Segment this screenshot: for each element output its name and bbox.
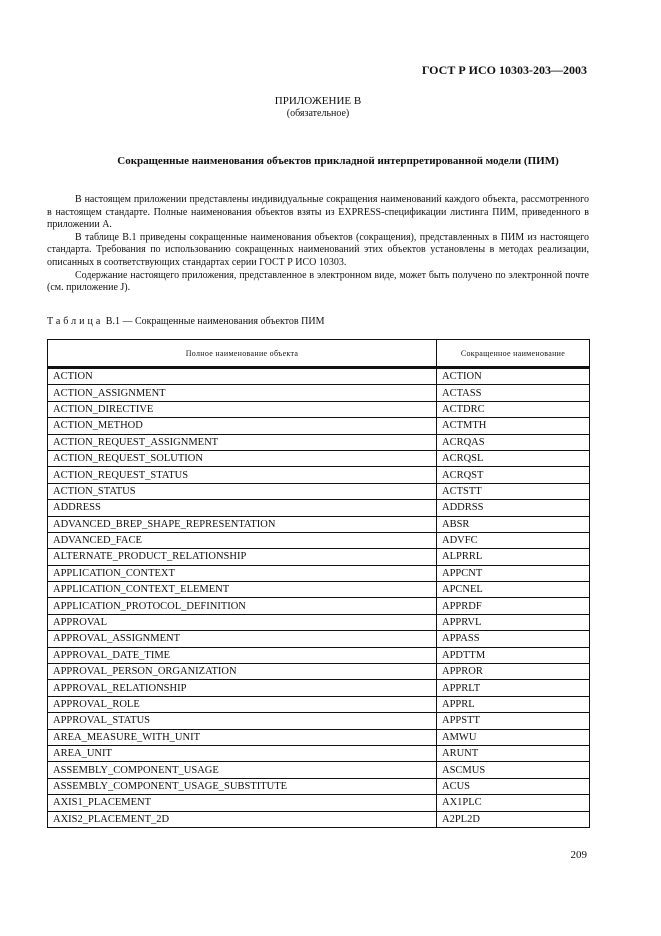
annex-title: Сокращенные наименования объектов прикладной интерпретированной модели (ПИМ) bbox=[117, 155, 559, 167]
full-name-cell: APPROVAL_ROLE bbox=[48, 696, 437, 712]
table-row bbox=[48, 401, 590, 417]
table-row bbox=[48, 614, 590, 630]
table-row bbox=[48, 418, 590, 434]
standard-header: ГОСТ Р ИСО 10303-203—2003 bbox=[421, 63, 587, 77]
full-name-cell: APPROVAL_RELATIONSHIP bbox=[48, 680, 437, 696]
table-row bbox=[48, 385, 590, 401]
table-row bbox=[48, 745, 590, 761]
full-name-cell: APPROVAL_PERSON_ORGANIZATION bbox=[48, 664, 437, 680]
table-caption bbox=[47, 316, 324, 327]
table-row bbox=[48, 565, 590, 581]
short-name-cell: ALPRRL bbox=[437, 549, 590, 565]
full-name-cell: ASSEMBLY_COMPONENT_USAGE bbox=[48, 762, 437, 778]
full-name-cell: AXIS2_PLACEMENT_2D bbox=[48, 811, 437, 827]
short-name-cell: A2PL2D bbox=[437, 811, 590, 827]
table-row bbox=[48, 795, 590, 811]
short-name-cell: APPCNT bbox=[437, 565, 590, 581]
column-header-short-name: Сокращенное наименование bbox=[437, 340, 590, 368]
table-row bbox=[48, 762, 590, 778]
table-row bbox=[48, 483, 590, 499]
short-name-cell: AMWU bbox=[437, 729, 590, 745]
full-name-cell: APPROVAL_DATE_TIME bbox=[48, 647, 437, 663]
table-row bbox=[48, 467, 590, 483]
short-name-cell: ACRQAS bbox=[437, 434, 590, 450]
caption-text: В.1 — Сокращенные наименования объектов ПИМ bbox=[105, 316, 325, 327]
short-name-cell: APPRVL bbox=[437, 614, 590, 630]
short-name-cell: APPSTT bbox=[437, 713, 590, 729]
short-name-cell: APCNEL bbox=[437, 582, 590, 598]
short-name-cell: ACRQST bbox=[437, 467, 590, 483]
short-name-cell: APPRL bbox=[437, 696, 590, 712]
short-name-cell: AX1PLC bbox=[437, 795, 590, 811]
full-name-cell: APPLICATION_CONTEXT_ELEMENT bbox=[48, 582, 437, 598]
table-row bbox=[48, 582, 590, 598]
short-name-cell: ARUNT bbox=[437, 745, 590, 761]
table-row bbox=[48, 516, 590, 532]
table-row bbox=[48, 368, 590, 385]
column-header-full-name: Полное наименование объекта bbox=[48, 340, 437, 368]
full-name-cell: APPROVAL bbox=[48, 614, 437, 630]
short-name-cell: ACTDRC bbox=[437, 401, 590, 417]
paragraph: Содержание настоящего приложения, представленное в электронном виде, может быть получено по электронной почте (см. приложение J). bbox=[47, 269, 589, 294]
table-row bbox=[48, 729, 590, 745]
paragraph: В таблице В.1 приведены сокращенные наименования объектов (сокращения), представленных в ПИМ из настоящего стандарта. Требования по использованию сокращенных наименований этих объектов установлены в методах реализации, описанных в соответствующих стандартах серии ГОСТ Р ИСО 10303. bbox=[47, 231, 589, 268]
table-row bbox=[48, 778, 590, 794]
short-name-cell: ADDRSS bbox=[437, 500, 590, 516]
page-number: 209 bbox=[570, 849, 587, 861]
short-name-cell: ACTASS bbox=[437, 385, 590, 401]
short-name-cell: ACUS bbox=[437, 778, 590, 794]
annex-status: (обязательное) bbox=[286, 108, 350, 119]
table-row bbox=[48, 434, 590, 450]
short-name-cell: APPASS bbox=[437, 631, 590, 647]
short-name-cell: ACRQSL bbox=[437, 450, 590, 466]
full-name-cell: AREA_UNIT bbox=[48, 745, 437, 761]
short-name-cell: ACTSTT bbox=[437, 483, 590, 499]
short-name-cell: APPROR bbox=[437, 664, 590, 680]
short-name-cell: APPRLT bbox=[437, 680, 590, 696]
table-row bbox=[48, 664, 590, 680]
full-name-cell: AREA_MEASURE_WITH_UNIT bbox=[48, 729, 437, 745]
table-row bbox=[48, 450, 590, 466]
full-name-cell: ACTION_DIRECTIVE bbox=[48, 401, 437, 417]
table-row bbox=[48, 549, 590, 565]
short-name-cell: APPRDF bbox=[437, 598, 590, 614]
table-row bbox=[48, 532, 590, 548]
table-row bbox=[48, 500, 590, 516]
full-name-cell: ALTERNATE_PRODUCT_RELATIONSHIP bbox=[48, 549, 437, 565]
short-name-cell: ADVFC bbox=[437, 532, 590, 548]
abbreviations-table bbox=[47, 339, 590, 828]
table-row bbox=[48, 631, 590, 647]
full-name-cell: APPROVAL_STATUS bbox=[48, 713, 437, 729]
table-row bbox=[48, 713, 590, 729]
table-row bbox=[48, 680, 590, 696]
table-row bbox=[48, 696, 590, 712]
full-name-cell: APPLICATION_CONTEXT bbox=[48, 565, 437, 581]
full-name-cell: ADVANCED_FACE bbox=[48, 532, 437, 548]
short-name-cell: ACTION bbox=[437, 368, 590, 385]
short-name-cell: APDTTM bbox=[437, 647, 590, 663]
full-name-cell: ACTION_ASSIGNMENT bbox=[48, 385, 437, 401]
short-name-cell: ABSR bbox=[437, 516, 590, 532]
full-name-cell: AXIS1_PLACEMENT bbox=[48, 795, 437, 811]
table-row bbox=[48, 811, 590, 827]
full-name-cell: ACTION_REQUEST_STATUS bbox=[48, 467, 437, 483]
table-row bbox=[48, 647, 590, 663]
annex-label: ПРИЛОЖЕНИЕ В bbox=[274, 95, 362, 107]
table-header-row bbox=[48, 340, 590, 368]
full-name-cell: APPROVAL_ASSIGNMENT bbox=[48, 631, 437, 647]
short-name-cell: ACTMTH bbox=[437, 418, 590, 434]
body-text bbox=[47, 194, 589, 295]
full-name-cell: ADVANCED_BREP_SHAPE_REPRESENTATION bbox=[48, 516, 437, 532]
table-row bbox=[48, 598, 590, 614]
full-name-cell: ACTION bbox=[48, 368, 437, 385]
paragraph: В настоящем приложении представлены индивидуальные сокращения наименований каждого объекта, рассмотренного в настоящем стандарте. Полные наименования объектов взяты из EXPRESS-спецификации листинга ПИМ, приведенного в приложении А. bbox=[47, 194, 589, 231]
full-name-cell: ACTION_REQUEST_SOLUTION bbox=[48, 450, 437, 466]
full-name-cell: ACTION_STATUS bbox=[48, 483, 437, 499]
short-name-cell: ASCMUS bbox=[437, 762, 590, 778]
full-name-cell: ACTION_METHOD bbox=[48, 418, 437, 434]
full-name-cell: ACTION_REQUEST_ASSIGNMENT bbox=[48, 434, 437, 450]
full-name-cell: ASSEMBLY_COMPONENT_USAGE_SUBSTITUTE bbox=[48, 778, 437, 794]
full-name-cell: APPLICATION_PROTOCOL_DEFINITION bbox=[48, 598, 437, 614]
caption-label: Таблица bbox=[47, 316, 104, 327]
full-name-cell: ADDRESS bbox=[48, 500, 437, 516]
